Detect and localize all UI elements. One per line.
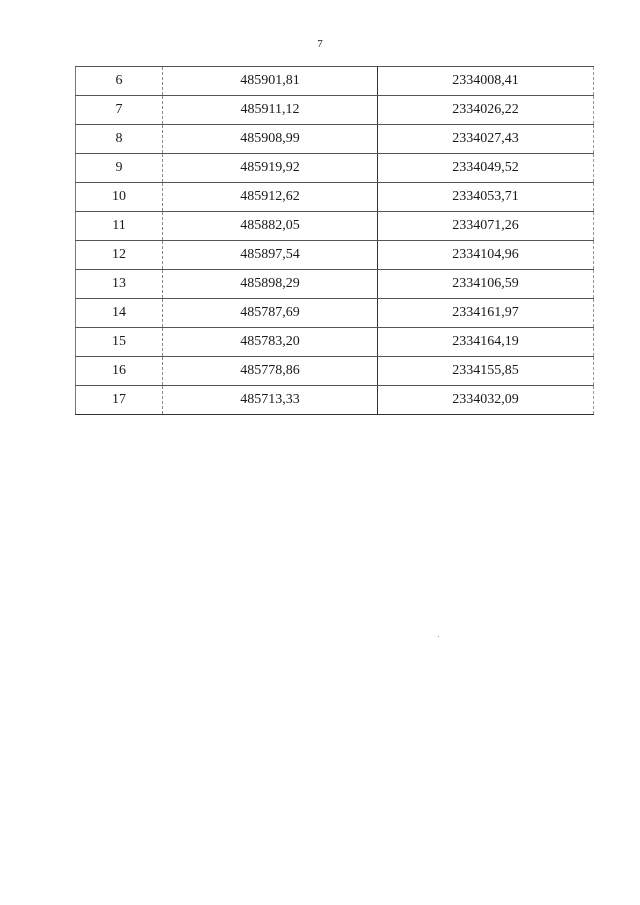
- y-coordinate-cell: 2334164,19: [378, 328, 594, 357]
- point-number-cell: 7: [76, 96, 163, 125]
- x-coordinate-cell: 485911,12: [163, 96, 378, 125]
- table-row: [76, 183, 594, 212]
- y-coordinate-cell: 2334071,26: [378, 212, 594, 241]
- point-number-cell: 17: [76, 386, 163, 415]
- y-coordinate-cell: 2334008,41: [378, 67, 594, 96]
- table-row: [76, 328, 594, 357]
- table-row: [76, 270, 594, 299]
- y-coordinate-cell: 2334104,96: [378, 241, 594, 270]
- x-coordinate-cell: 485783,20: [163, 328, 378, 357]
- x-coordinate-cell: 485919,92: [163, 154, 378, 183]
- point-number-cell: 10: [76, 183, 163, 212]
- x-coordinate-cell: 485901,81: [163, 67, 378, 96]
- table-row: [76, 212, 594, 241]
- point-number-cell: 8: [76, 125, 163, 154]
- point-number-cell: 14: [76, 299, 163, 328]
- scan-speck: [438, 636, 439, 637]
- y-coordinate-cell: 2334049,52: [378, 154, 594, 183]
- point-number-cell: 15: [76, 328, 163, 357]
- page-number: 7: [317, 38, 323, 50]
- point-number-cell: 11: [76, 212, 163, 241]
- x-coordinate-cell: 485898,29: [163, 270, 378, 299]
- y-coordinate-cell: 2334026,22: [378, 96, 594, 125]
- table-row: [76, 154, 594, 183]
- x-coordinate-cell: 485778,86: [163, 357, 378, 386]
- point-number-cell: 13: [76, 270, 163, 299]
- coordinates-table: [75, 66, 594, 415]
- y-coordinate-cell: 2334161,97: [378, 299, 594, 328]
- table-row: [76, 386, 594, 415]
- point-number-cell: 12: [76, 241, 163, 270]
- x-coordinate-cell: 485787,69: [163, 299, 378, 328]
- point-number-cell: 9: [76, 154, 163, 183]
- y-coordinate-cell: 2334106,59: [378, 270, 594, 299]
- x-coordinate-cell: 485882,05: [163, 212, 378, 241]
- x-coordinate-cell: 485912,62: [163, 183, 378, 212]
- table-row: [76, 96, 594, 125]
- x-coordinate-cell: 485897,54: [163, 241, 378, 270]
- table-row: [76, 357, 594, 386]
- x-coordinate-cell: 485908,99: [163, 125, 378, 154]
- y-coordinate-cell: 2334027,43: [378, 125, 594, 154]
- y-coordinate-cell: 2334053,71: [378, 183, 594, 212]
- table-row: [76, 299, 594, 328]
- point-number-cell: 16: [76, 357, 163, 386]
- y-coordinate-cell: 2334032,09: [378, 386, 594, 415]
- table-row: [76, 125, 594, 154]
- table-row: [76, 67, 594, 96]
- point-number-cell: 6: [76, 67, 163, 96]
- x-coordinate-cell: 485713,33: [163, 386, 378, 415]
- table-row: [76, 241, 594, 270]
- y-coordinate-cell: 2334155,85: [378, 357, 594, 386]
